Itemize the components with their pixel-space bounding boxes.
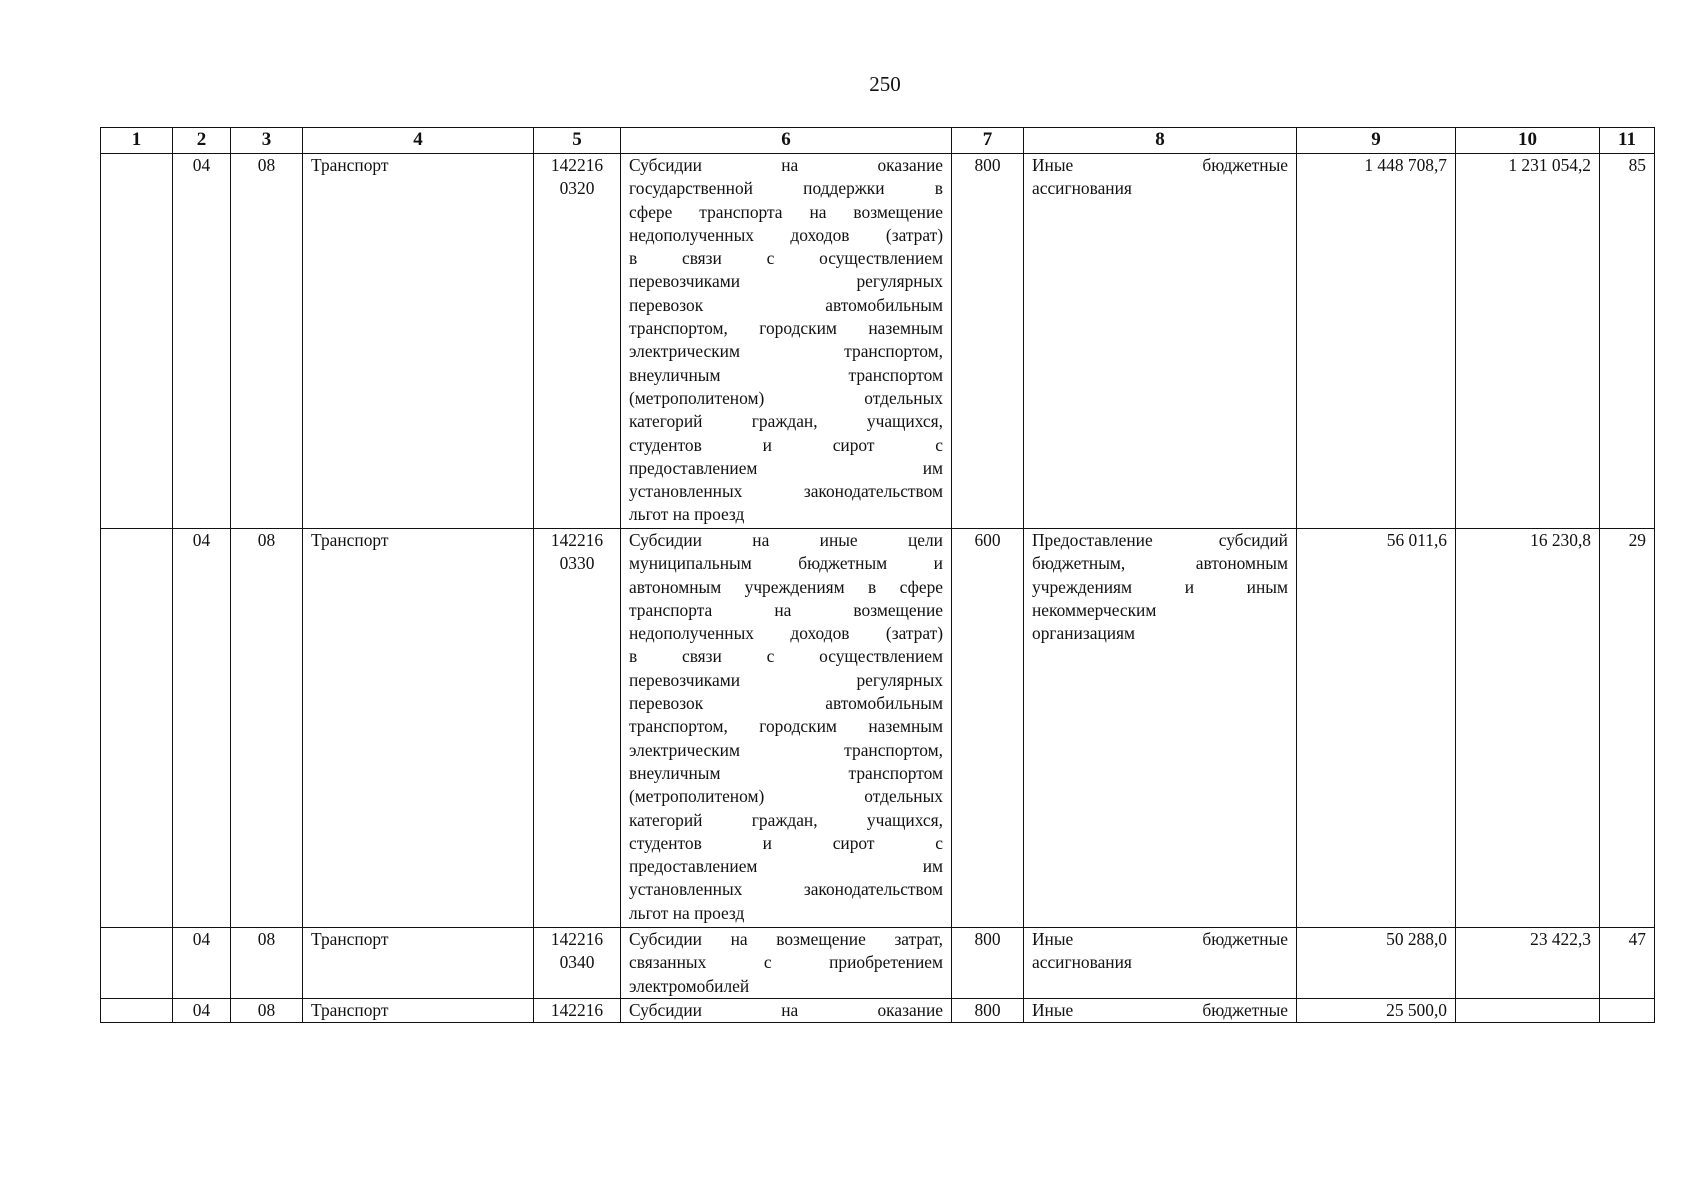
description-line: государственной поддержки в — [629, 178, 943, 199]
description-line: внеуличным транспортом — [629, 364, 943, 385]
cell-subsection: 08 — [231, 928, 303, 999]
header-row — [101, 128, 1655, 154]
cell-amount-plan: 25 500,0 — [1297, 999, 1456, 1023]
cell-percent: 47 — [1600, 928, 1655, 999]
description-line: недополученных доходов (затрат) — [629, 623, 943, 644]
description-line: категорий граждан, учащихся, — [629, 809, 943, 830]
cell-name: Транспорт — [303, 529, 534, 928]
expense-name-line: бюджетным, автономным — [1032, 553, 1288, 574]
code-line: 0340 — [559, 952, 595, 973]
description-line: связанных с приобретением — [629, 952, 943, 973]
expense-name-line: Иные бюджетные — [1032, 1000, 1288, 1020]
cell-section: 04 — [173, 529, 231, 928]
cell-section: 04 — [173, 154, 231, 529]
description-line: перевозок автомобильным — [629, 294, 943, 315]
description-line: транспорта на возмещение — [629, 599, 943, 620]
cell-amount-actual — [1456, 999, 1600, 1023]
description-line: муниципальным бюджетным и — [629, 553, 943, 574]
column-header: 5 — [534, 128, 621, 154]
description-line: электрическим транспортом, — [629, 739, 943, 760]
code-line: 0330 — [559, 553, 595, 574]
expense-name-line: ассигнования — [1032, 952, 1132, 973]
description-line: транспортом, городским наземным — [629, 318, 943, 339]
cell-col1 — [101, 999, 173, 1023]
table-row — [101, 928, 1655, 999]
code-line: 142216 — [550, 155, 604, 175]
description-line: перевозок автомобильным — [629, 693, 943, 714]
table-row — [101, 154, 1655, 529]
expense-name-line: Иные бюджетные — [1032, 155, 1288, 175]
cell-amount-actual: 16 230,8 — [1456, 529, 1600, 928]
description-line: перевозчиками регулярных — [629, 669, 943, 690]
table-row — [101, 999, 1655, 1023]
expense-name-line: учреждениям и иным — [1032, 576, 1288, 597]
code-line: 0320 — [559, 178, 595, 199]
cell-description — [621, 999, 952, 1023]
description-line: электромобилей — [629, 975, 750, 996]
cell-percent: 85 — [1600, 154, 1655, 529]
column-header: 8 — [1024, 128, 1297, 154]
cell-amount-plan: 56 011,6 — [1297, 529, 1456, 928]
cell-description — [621, 529, 952, 928]
description-line: установленных законодательством — [629, 879, 943, 900]
cell-amount-actual: 23 422,3 — [1456, 928, 1600, 999]
description-line: в связи с осуществлением — [629, 248, 943, 269]
description-line: транспортом, городским наземным — [629, 716, 943, 737]
code-line: 142216 — [550, 1000, 604, 1020]
description-line: (метрополитеном) отдельных — [629, 786, 943, 807]
code-line: 142216 — [550, 929, 604, 949]
cell-expense-name — [1024, 529, 1297, 928]
cell-name: Транспорт — [303, 154, 534, 529]
cell-section: 04 — [173, 999, 231, 1023]
cell-amount-plan: 1 448 708,7 — [1297, 154, 1456, 529]
cell-percent — [1600, 999, 1655, 1023]
column-header: 2 — [173, 128, 231, 154]
description-line: (метрополитеном) отдельных — [629, 387, 943, 408]
column-header: 10 — [1456, 128, 1600, 154]
description-line: предоставлением им — [629, 457, 943, 478]
cell-expense-type: 800 — [952, 154, 1024, 529]
description-line: Субсидии на оказание — [629, 155, 943, 175]
column-header: 7 — [952, 128, 1024, 154]
expense-name-line: Иные бюджетные — [1032, 929, 1288, 949]
cell-expense-type: 600 — [952, 529, 1024, 928]
description-line: сфере транспорта на возмещение — [629, 201, 943, 222]
cell-target-code — [534, 154, 621, 529]
cell-col1 — [101, 529, 173, 928]
budget-table — [100, 127, 1655, 1023]
cell-percent: 29 — [1600, 529, 1655, 928]
expense-name-line: организациям — [1032, 623, 1136, 644]
description-line: недополученных доходов (затрат) — [629, 224, 943, 245]
cell-amount-actual: 1 231 054,2 — [1456, 154, 1600, 529]
cell-section: 04 — [173, 928, 231, 999]
page-number: 250 — [869, 72, 901, 96]
expense-name-line: ассигнования — [1032, 178, 1132, 199]
description-line: установленных законодательством — [629, 481, 943, 502]
cell-description — [621, 154, 952, 529]
code-line: 142216 — [550, 530, 604, 550]
description-line: перевозчиками регулярных — [629, 271, 943, 292]
description-line: льгот на проезд — [629, 902, 745, 923]
column-header: 6 — [621, 128, 952, 154]
cell-col1 — [101, 154, 173, 529]
cell-target-code — [534, 928, 621, 999]
cell-expense-type: 800 — [952, 999, 1024, 1023]
description-line: категорий граждан, учащихся, — [629, 411, 943, 432]
description-line: Субсидии на оказание — [629, 1000, 943, 1020]
cell-col1 — [101, 928, 173, 999]
cell-target-code — [534, 999, 621, 1023]
description-line: предоставлением им — [629, 856, 943, 877]
cell-name: Транспорт — [303, 999, 534, 1023]
cell-description — [621, 928, 952, 999]
description-line: электрическим транспортом, — [629, 341, 943, 362]
column-header: 4 — [303, 128, 534, 154]
cell-subsection: 08 — [231, 999, 303, 1023]
description-line: студентов и сирот с — [629, 434, 943, 455]
description-line: внеуличным транспортом — [629, 762, 943, 783]
cell-name: Транспорт — [303, 928, 534, 999]
description-line: в связи с осуществлением — [629, 646, 943, 667]
cell-expense-name — [1024, 154, 1297, 529]
cell-subsection: 08 — [231, 529, 303, 928]
column-header: 9 — [1297, 128, 1456, 154]
column-header: 11 — [1600, 128, 1655, 154]
description-line: Субсидии на возмещение затрат, — [629, 929, 943, 949]
expense-name-line: Предоставление субсидий — [1032, 530, 1288, 550]
description-line: льгот на проезд — [629, 504, 745, 525]
description-line: Субсидии на иные цели — [629, 530, 943, 550]
column-header: 1 — [101, 128, 173, 154]
cell-expense-name — [1024, 999, 1297, 1023]
cell-subsection: 08 — [231, 154, 303, 529]
description-line: автономным учреждениям в сфере — [629, 576, 943, 597]
cell-expense-type: 800 — [952, 928, 1024, 999]
description-line: студентов и сирот с — [629, 832, 943, 853]
column-header: 3 — [231, 128, 303, 154]
expense-name-line: некоммерческим — [1032, 599, 1157, 620]
cell-target-code — [534, 529, 621, 928]
cell-amount-plan: 50 288,0 — [1297, 928, 1456, 999]
table-row — [101, 529, 1655, 928]
cell-expense-name — [1024, 928, 1297, 999]
